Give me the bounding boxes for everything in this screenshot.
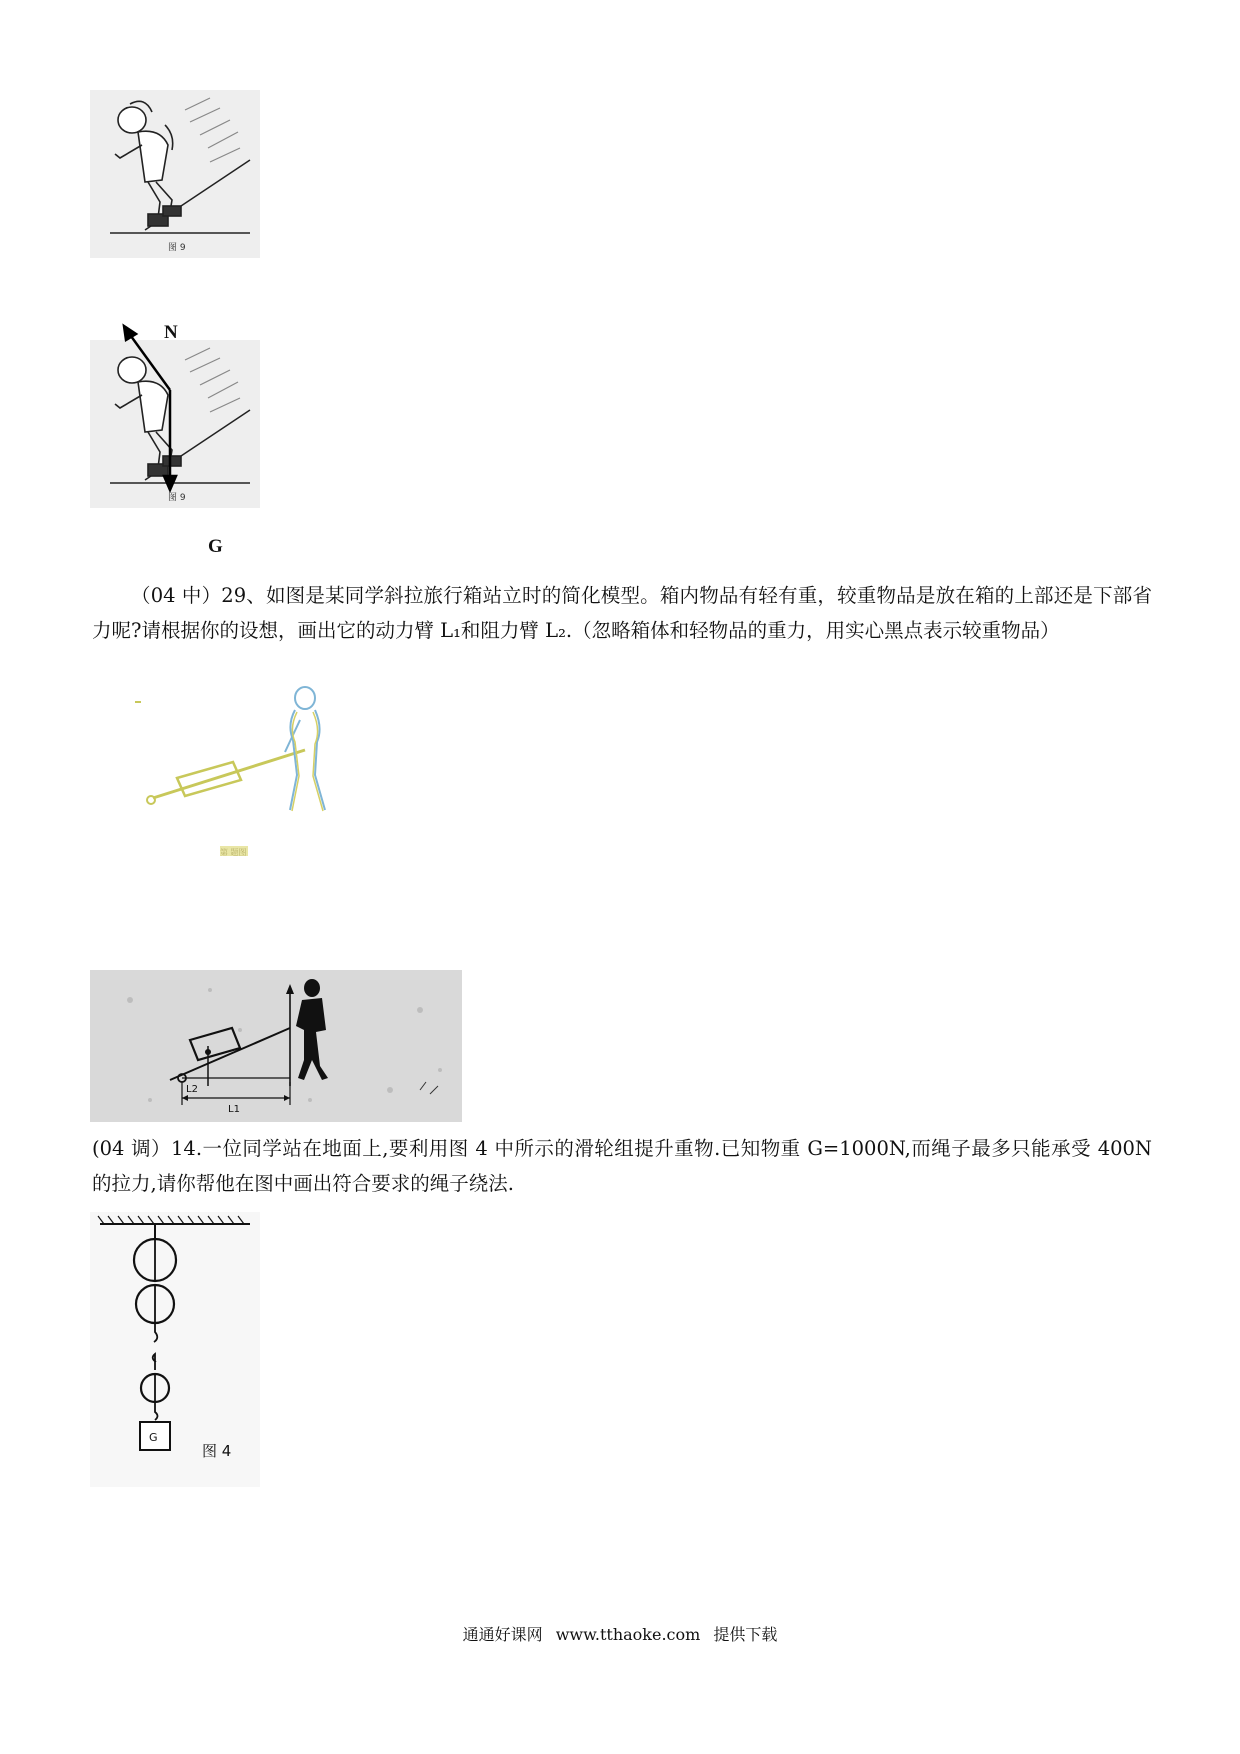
skater-forces-caption: 图 9 — [168, 493, 186, 503]
pulley-weight-label: G — [149, 1431, 158, 1444]
footer-site-name: 通通好课网 — [462, 1625, 543, 1644]
figure-pulley-system — [90, 1212, 260, 1487]
gravity-force-label: G — [208, 536, 223, 557]
footer-url[interactable]: www.tthaoke.com — [555, 1625, 701, 1644]
figure-skater-slope — [90, 90, 260, 258]
force-arrows — [110, 320, 190, 500]
page-footer — [0, 1622, 1240, 1645]
question-14-text: (04 调）14.一位同学站在地面上,要利用图 4 中所示的滑轮组提升重物.已知物重 G=1000N,而绳子最多只能承受 400N 的拉力,请你帮他在图中画出符合要求的绳子绕法. — [92, 1137, 1152, 1195]
figure-suitcase-model — [125, 680, 375, 860]
pulley-caption: 图 4 — [202, 1442, 232, 1460]
question-29-text: （04 中）29、如图是某同学斜拉旅行箱站立时的简化模型。箱内物品有轻有重，较重物品是放在箱的上部还是下部省力呢?请根据你的设想，画出它的动力臂 L₁和阻力臂 L₂.（忽略箱体和轻物品的重力，用实心黑点表示较重物品） — [92, 584, 1152, 642]
figure-suitcase-answer — [90, 970, 462, 1122]
lever-arm-l2-label: L2 — [186, 1084, 198, 1095]
suitcase-model-caption: 第 题图 — [220, 848, 247, 857]
skater-plain-caption: 图 9 — [168, 243, 186, 253]
footer-suffix: 提供下载 — [713, 1625, 778, 1644]
lever-arm-l1-label: L1 — [228, 1104, 240, 1115]
normal-force-label: N — [164, 322, 178, 343]
